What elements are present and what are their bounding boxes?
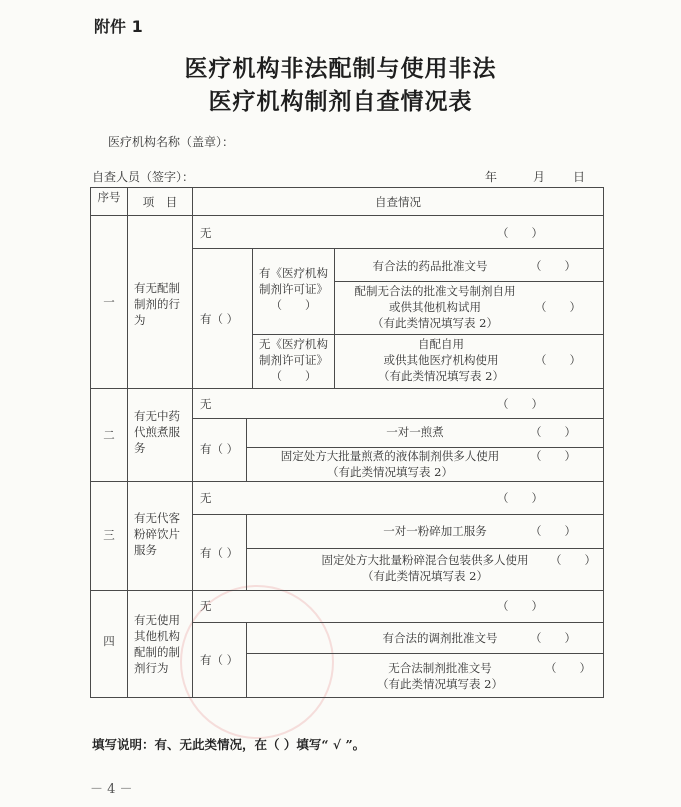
s1-without-permit[interactable]: 无《医疗机构 制剂许可证》 （ ）	[259, 337, 328, 383]
s4-row2-checkbox[interactable]: （ ）	[545, 661, 591, 675]
s4-none-checkbox[interactable]: （ ）	[497, 599, 543, 613]
s2-yes-checkbox[interactable]: 有（ ）	[200, 442, 239, 456]
s4-row2-text: 无合法制剂批准文号 （有此类情况填写表 2）	[377, 661, 503, 691]
s1-none: 无	[200, 226, 212, 240]
header-item: 项 目	[142, 195, 178, 209]
s3-row2-checkbox[interactable]: （ ）	[550, 553, 596, 567]
year-label: 年	[485, 170, 498, 184]
s1-yes-checkbox[interactable]: 有（ ）	[200, 312, 239, 326]
s3-no: 三	[103, 528, 115, 542]
s3-item: 有无代客 粉碎饮片 服务	[134, 511, 180, 557]
s4-yes-checkbox[interactable]: 有（ ）	[200, 653, 239, 667]
s3-none: 无	[200, 491, 212, 505]
s2-none: 无	[200, 397, 212, 411]
s2-no: 二	[103, 428, 115, 442]
s2-none-checkbox[interactable]: （ ）	[497, 397, 543, 411]
s1-row3-checkbox[interactable]: （ ）	[535, 353, 581, 367]
s4-row1-checkbox[interactable]: （ ）	[530, 631, 576, 645]
s1-row2-checkbox[interactable]: （ ）	[535, 300, 581, 314]
fill-instructions: 填写说明：有、无此类情况，在（ ）填写“ √ ”。	[92, 737, 366, 752]
s4-none: 无	[200, 599, 212, 613]
s1-none-checkbox[interactable]: （ ）	[497, 226, 543, 240]
s2-item: 有无中药 代煎煮服 务	[134, 409, 180, 455]
org-name-label: 医疗机构名称（盖章）：	[108, 135, 235, 149]
s1-item: 有无配制 制剂的行 为	[134, 281, 180, 327]
s2-row1-text: 一对一煎煮	[386, 425, 444, 439]
s2-row2-checkbox[interactable]: （ ）	[530, 449, 576, 463]
inspector-label: 自查人员（签字）：	[92, 170, 195, 184]
s4-no: 四	[103, 634, 115, 648]
day-label: 日	[573, 170, 586, 184]
s3-row2-text: 固定处方大批量粉碎混合包装供多人使用 （有此类情况填写表 2）	[321, 553, 529, 583]
attachment-label: 附件 1	[94, 17, 143, 36]
s2-row2-text: 固定处方大批量煎煮的液体制剂供多人使用 （有此类情况填写表 2）	[280, 449, 500, 479]
title-line-1: 医疗机构非法配制与使用非法	[184, 55, 497, 82]
s3-row1-checkbox[interactable]: （ ）	[530, 524, 576, 538]
month-label: 月	[533, 170, 546, 184]
title-line-2: 医疗机构制剂自查情况表	[208, 88, 473, 115]
s4-row1-text: 有合法的调剂批准文号	[382, 631, 498, 645]
s4-item: 有无使用 其他机构 配制的制 剂行为	[134, 613, 180, 675]
s3-yes-checkbox[interactable]: 有（ ）	[200, 546, 239, 560]
s3-row1-text: 一对一粉碎加工服务	[383, 524, 487, 538]
s1-row2-text: 配制无合法的批准文号制剂自用 或供其他机构试用 （有此类情况填写表 2）	[354, 284, 516, 330]
header-no: 序号	[97, 190, 121, 204]
s1-no: 一	[103, 295, 115, 309]
s1-row1-checkbox[interactable]: （ ）	[530, 259, 576, 273]
page-number: － 4 －	[90, 782, 133, 797]
s3-none-checkbox[interactable]: （ ）	[497, 491, 543, 505]
s1-row1-text: 有合法的药品批准文号	[372, 259, 488, 273]
s2-row1-checkbox[interactable]: （ ）	[530, 425, 576, 439]
header-status: 自查情况	[375, 195, 421, 209]
s1-row3-text: 自配自用 或供其他医疗机构使用 （有此类情况填写表 2）	[378, 337, 504, 383]
s1-with-permit[interactable]: 有《医疗机构 制剂许可证》 （ ）	[259, 266, 328, 312]
